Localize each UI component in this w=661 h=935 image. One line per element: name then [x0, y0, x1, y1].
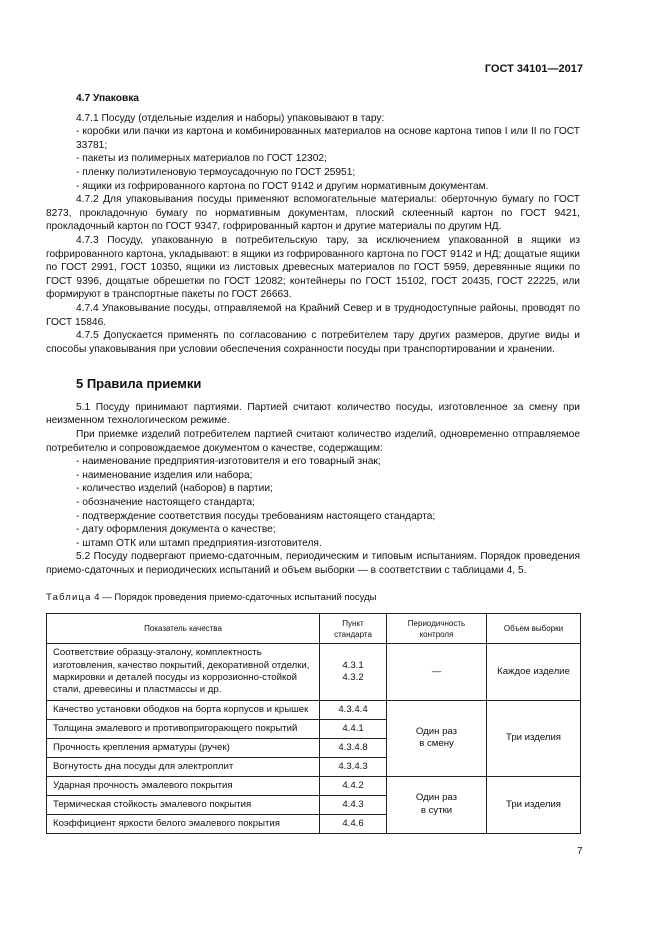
clause-cell: 4.3.4.4	[320, 700, 387, 719]
list-item: - штамп ОТК или штамп предприятия-изготовителя.	[76, 537, 322, 549]
paragraph-4-7-2: 4.7.2 Для упаковывания посуды применяют вспомогательные материалы: оберточную бумагу по ГОСТ 8273, прокладочную бумагу по нормативным документам, плоский склеенный картон по ГОСТ 9421, прокладочный картон по ГОСТ 9347, гофрированный картон и другие материалы по другим НД.	[46, 194, 580, 233]
table-caption	[46, 591, 580, 605]
paragraph-4-7-5: 4.7.5 Допускается применять по согласованию с потребителем тару других размеров, другие виды и способы упаковывания при условии обеспечения сохранности посуды при транспортировании и хранении.	[46, 330, 580, 355]
header-periodicity: Периодичность контроля	[387, 614, 487, 644]
paragraph-4-7-1: 4.7.1 Посуду (отдельные изделия и наборы) упаковывают в тару:	[76, 112, 385, 124]
paragraph-5-2: 5.2 Посуду подвергают приемо-сдаточным, периодическим и типовым испытаниям. Порядок проведения приемо-сдаточных и периодических испытаний и объем выборки — в соответствии с таблицами 4, 5.	[46, 551, 580, 576]
periodicity-cell: Один раз в смену	[387, 700, 487, 776]
table-header-row	[47, 614, 581, 644]
paragraph-4-7-4: 4.7.4 Упаковывание посуды, отправляемой на Крайний Север и в труднодоступные районы, проводят по ГОСТ 15846.	[46, 302, 580, 328]
list-item: - дату оформления документа о качестве;	[76, 524, 276, 536]
list-item: - подтверждение соответствия посуды требованиям настоящего стандарта;	[76, 510, 436, 522]
table-row	[47, 644, 581, 701]
list-item: - пакеты из полимерных материалов по ГОСТ 12302;	[76, 153, 327, 165]
indicator-cell: Вогнутость дна посуды для электроплит	[47, 757, 320, 776]
table-caption-label: Таблица	[46, 591, 92, 603]
clause-cell: 4.3.1 4.3.2	[320, 644, 387, 701]
paragraph-5-1: 5.1 Посуду принимают партиями. Партией считают количество посуды, изготовленное за смену при неизменном технологическом режиме.	[46, 401, 580, 427]
header-clause: Пункт стандарта	[320, 614, 387, 644]
header-sample: Объем выборки	[487, 614, 581, 644]
periodicity-cell: —	[387, 644, 487, 701]
indicator-cell: Толщина эмалевого и противопригорающего покрытий	[47, 719, 320, 738]
clause-cell: 4.4.6	[320, 814, 387, 833]
document-id: ГОСТ 34101—2017	[484, 63, 583, 75]
indicator-cell: Коэффициент яркости белого эмалевого покрытия	[47, 814, 320, 833]
indicator-cell: Термическая стойкость эмалевого покрытия	[47, 795, 320, 814]
table-caption-text: 4 — Порядок проведения приемо-сдаточных испытаний посуды	[91, 591, 377, 603]
periodicity-cell: Один раз в сутки	[387, 776, 487, 833]
indicator-cell: Прочность крепления арматуры (ручек)	[47, 738, 320, 757]
paragraph-4-7-3: 4.7.3 Посуду, упакованную в потребительскую тару, за исключением упакованной в ящики из гофрированного картона, укладывают: в ящики из гофрированного картона по ГОСТ 9142 и НД; дощатые ящики по ГОСТ 2991, ГОСТ 10350, ящики из листовых древесных материалов по ГОСТ 5959, деревянные ящики по ГОСТ 9396, дощатые обрешетки по ГОСТ 12082; контейнеры по ГОСТ 15102, ГОСТ 20435, ГОСТ 22225, или формируют в транспортные пакеты по ГОСТ 26663.	[46, 234, 580, 301]
section-4-7-heading: 4.7 Упаковка	[76, 93, 139, 104]
table-row	[47, 776, 581, 795]
sample-cell: Три изделия	[487, 700, 581, 776]
clause-cell: 4.3.4.3	[320, 757, 387, 776]
clause-cell: 4.4.2	[320, 776, 387, 795]
indicator-cell: Качество установки ободков на борта корпусов и крышек	[47, 700, 320, 719]
list-item: - ящики из гофрированного картона по ГОСТ 9142 и другим нормативным документам.	[76, 180, 489, 192]
page-number: 7	[577, 846, 583, 857]
section-5-heading: 5 Правила приемки	[76, 376, 202, 392]
paragraph-acceptance: При приемке изделий потребителем партией считают количество изделий, одновременно отправляемое потребителю и сопровождаемое документом о качестве, содержащим:	[46, 429, 580, 454]
list-item: - количество изделий (наборов) в партии;	[76, 483, 273, 495]
sample-cell: Три изделия	[487, 776, 581, 833]
table-row	[47, 700, 581, 719]
clause-cell: 4.4.3	[320, 795, 387, 814]
list-item: - пленку полиэтиленовую термоусадочную по ГОСТ 25951;	[76, 166, 356, 178]
list-item: - наименование предприятия-изготовителя и его товарный знак;	[76, 456, 381, 468]
list-item: - коробки или пачки из картона и комбинированных материалов на основе картона типов I или II по ГОСТ 33781;	[76, 126, 580, 151]
acceptance-tests-table	[46, 613, 581, 834]
list-item: - обозначение настоящего стандарта;	[76, 497, 255, 509]
sample-cell: Каждое изделие	[487, 644, 581, 701]
list-item: - наименование изделия или набора;	[76, 469, 253, 481]
clause-cell: 4.3.4.8	[320, 738, 387, 757]
clause-cell: 4.4.1	[320, 719, 387, 738]
indicator-cell: Соответствие образцу-эталону, комплектность изготовления, качество покрытий, декоративной отделки, маркировки и деталей посуды из коррозионно-стойкой стали, древесины и пластмассы и др.	[47, 644, 320, 701]
indicator-cell: Ударная прочность эмалевого покрытия	[47, 776, 320, 795]
page-content	[46, 92, 580, 834]
header-indicator: Показатель качества	[47, 614, 320, 644]
